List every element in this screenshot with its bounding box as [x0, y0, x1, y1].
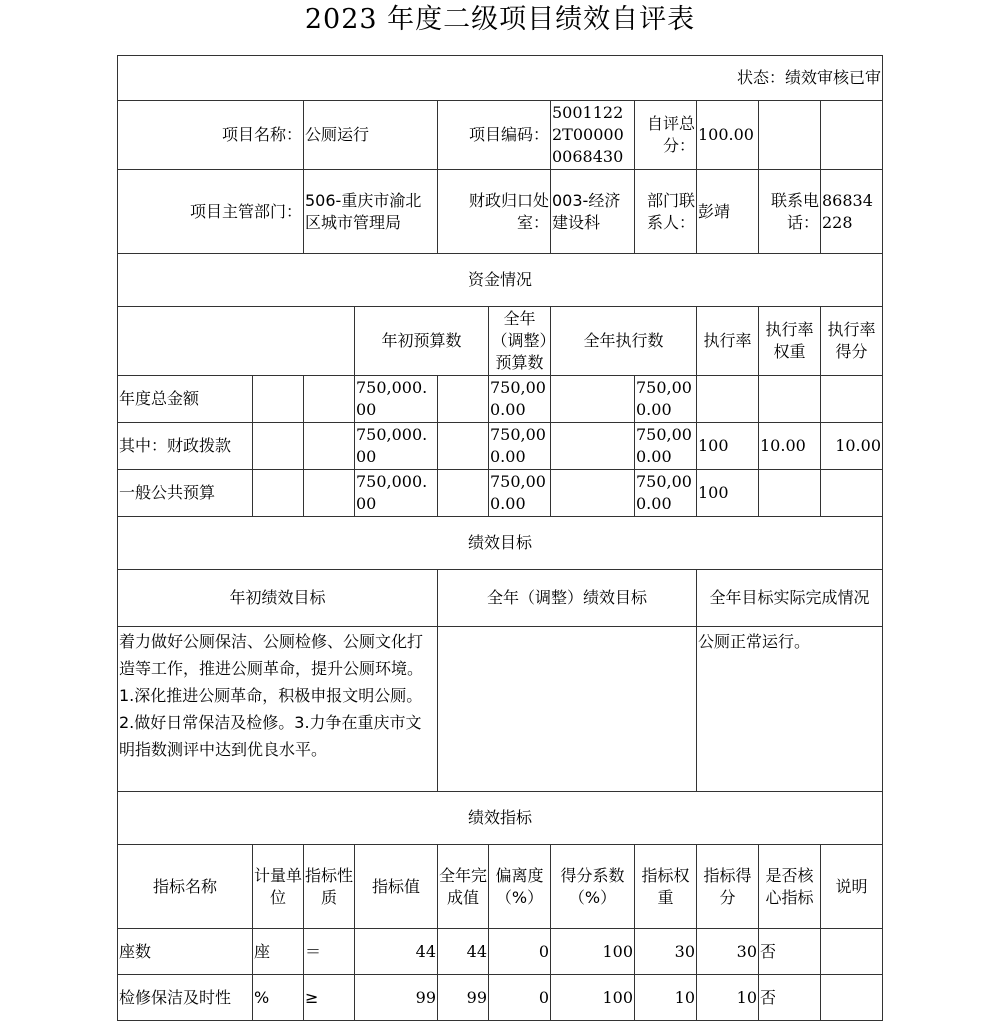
- page-title: 2023 年度二级项目绩效自评表: [304, 4, 696, 35]
- empty-cell: [438, 470, 489, 517]
- funds-row-initial: 750,000.00: [355, 470, 438, 517]
- ind-col-name: 指标名称: [118, 845, 253, 929]
- goals-adjusted-text: [438, 627, 697, 792]
- phone-value: 86834228: [821, 170, 883, 254]
- ind-row-score: 30: [697, 929, 759, 975]
- ind-row-deviation: 0: [489, 929, 551, 975]
- project-code-label: 项目编码：: [438, 101, 551, 170]
- ind-row-deviation: 0: [489, 975, 551, 1021]
- ind-row-note: [821, 929, 883, 975]
- funds-row-adjusted: 750,000.00: [489, 470, 551, 517]
- funds-row-score: [821, 470, 883, 517]
- ind-row-actual: 44: [438, 929, 489, 975]
- funds-row-executed: 750,000.00: [635, 470, 697, 517]
- funds-row-name: 其中：财政拨款: [118, 423, 253, 470]
- funds-row: [118, 423, 883, 470]
- funds-row-weight: [759, 376, 821, 423]
- ind-col-core: 是否核心指标: [759, 845, 821, 929]
- funds-row-weight: 10.00: [759, 423, 821, 470]
- funds-section-title: 资金情况: [118, 254, 883, 307]
- goals-section-title: 绩效目标: [118, 517, 883, 570]
- funds-row-adjusted: 750,000.00: [489, 423, 551, 470]
- empty-cell: [304, 423, 355, 470]
- ind-row-name: 检修保洁及时性: [118, 975, 253, 1021]
- project-name-label: 项目名称：: [118, 101, 304, 170]
- ind-row-nature: ＝: [304, 929, 355, 975]
- dept-value: 506-重庆市渝北区城市管理局: [304, 170, 438, 254]
- empty-cell: [438, 423, 489, 470]
- empty-cell: [759, 101, 821, 170]
- funds-col-initial: 年初预算数: [355, 307, 489, 376]
- ind-row-value: 44: [355, 929, 438, 975]
- ind-row-actual: 99: [438, 975, 489, 1021]
- empty-cell: [253, 376, 304, 423]
- empty-cell: [438, 376, 489, 423]
- empty-cell: [253, 470, 304, 517]
- funds-row-rate: 100: [697, 470, 759, 517]
- ind-col-score: 指标得分: [697, 845, 759, 929]
- empty-cell: [551, 423, 635, 470]
- funds-row-score: [821, 376, 883, 423]
- finance-office-label: 财政归口处室：: [438, 170, 551, 254]
- phone-label: 联系电话：: [759, 170, 821, 254]
- ind-col-coef: 得分系数（%）: [551, 845, 635, 929]
- ind-row-coef: 100: [551, 975, 635, 1021]
- funds-col-weight: 执行率权重: [759, 307, 821, 376]
- ind-col-deviation: 偏离度（%）: [489, 845, 551, 929]
- empty-cell: [304, 470, 355, 517]
- ind-col-value: 指标值: [355, 845, 438, 929]
- funds-row-adjusted: 750,000.00: [489, 376, 551, 423]
- funds-col-executed: 全年执行数: [551, 307, 697, 376]
- funds-row-rate: [697, 376, 759, 423]
- funds-col-adjusted: 全年（调整）预算数: [489, 307, 551, 376]
- indicator-row: [118, 929, 883, 975]
- ind-col-weight: 指标权重: [635, 845, 697, 929]
- ind-col-note: 说明: [821, 845, 883, 929]
- ind-row-score: 10: [697, 975, 759, 1021]
- empty-cell: [551, 376, 635, 423]
- empty-cell: [821, 101, 883, 170]
- funds-row-executed: 750,000.00: [635, 376, 697, 423]
- dept-label: 项目主管部门：: [118, 170, 304, 254]
- goals-col-initial: 年初绩效目标: [118, 570, 438, 627]
- ind-row-weight: 10: [635, 975, 697, 1021]
- funds-row-name: 一般公共预算: [118, 470, 253, 517]
- funds-row-rate: 100: [697, 423, 759, 470]
- empty-cell: [304, 376, 355, 423]
- funds-row-initial: 750,000.00: [355, 376, 438, 423]
- funds-row-weight: [759, 470, 821, 517]
- ind-row-coef: 100: [551, 929, 635, 975]
- indicators-section-title: 绩效指标: [118, 792, 883, 845]
- ind-row-note: [821, 975, 883, 1021]
- project-name-value: 公厕运行: [304, 101, 438, 170]
- ind-row-nature: ≥: [304, 975, 355, 1021]
- indicator-row: [118, 975, 883, 1021]
- funds-col-rate: 执行率: [697, 307, 759, 376]
- ind-row-unit: %: [253, 975, 304, 1021]
- ind-row-name: 座数: [118, 929, 253, 975]
- ind-row-weight: 30: [635, 929, 697, 975]
- evaluation-table: [117, 55, 883, 1021]
- goals-col-actual: 全年目标实际完成情况: [697, 570, 883, 627]
- contact-value: 彭靖: [697, 170, 759, 254]
- empty-cell: [118, 307, 355, 376]
- project-code-value: 50011222T000000068430: [551, 101, 635, 170]
- funds-row-score: 10.00: [821, 423, 883, 470]
- goals-actual-text: 公厕正常运行。: [697, 627, 883, 792]
- contact-label: 部门联系人：: [635, 170, 697, 254]
- ind-row-core: 否: [759, 929, 821, 975]
- funds-row-initial: 750,000.00: [355, 423, 438, 470]
- self-score-label: 自评总分：: [635, 101, 697, 170]
- ind-row-core: 否: [759, 975, 821, 1021]
- empty-cell: [253, 423, 304, 470]
- funds-col-score: 执行率得分: [821, 307, 883, 376]
- ind-col-actual: 全年完成值: [438, 845, 489, 929]
- self-score-value: 100.00: [697, 101, 759, 170]
- funds-row: [118, 376, 883, 423]
- empty-cell: [551, 470, 635, 517]
- status-text: 状态：绩效审核已审: [118, 56, 883, 101]
- funds-row: [118, 470, 883, 517]
- finance-office-value: 003-经济建设科: [551, 170, 635, 254]
- ind-col-unit: 计量单位: [253, 845, 304, 929]
- funds-row-name: 年度总金额: [118, 376, 253, 423]
- ind-row-value: 99: [355, 975, 438, 1021]
- goals-initial-text: 着力做好公厕保洁、公厕检修、公厕文化打造等工作，推进公厕革命，提升公厕环境。1.深化推进公厕革命，积极申报文明公厕。2.做好日常保洁及检修。3.力争在重庆市文明指数测评中达到优良水平。: [118, 627, 438, 792]
- ind-row-unit: 座: [253, 929, 304, 975]
- funds-row-executed: 750,000.00: [635, 423, 697, 470]
- goals-col-adjusted: 全年（调整）绩效目标: [438, 570, 697, 627]
- ind-col-nature: 指标性质: [304, 845, 355, 929]
